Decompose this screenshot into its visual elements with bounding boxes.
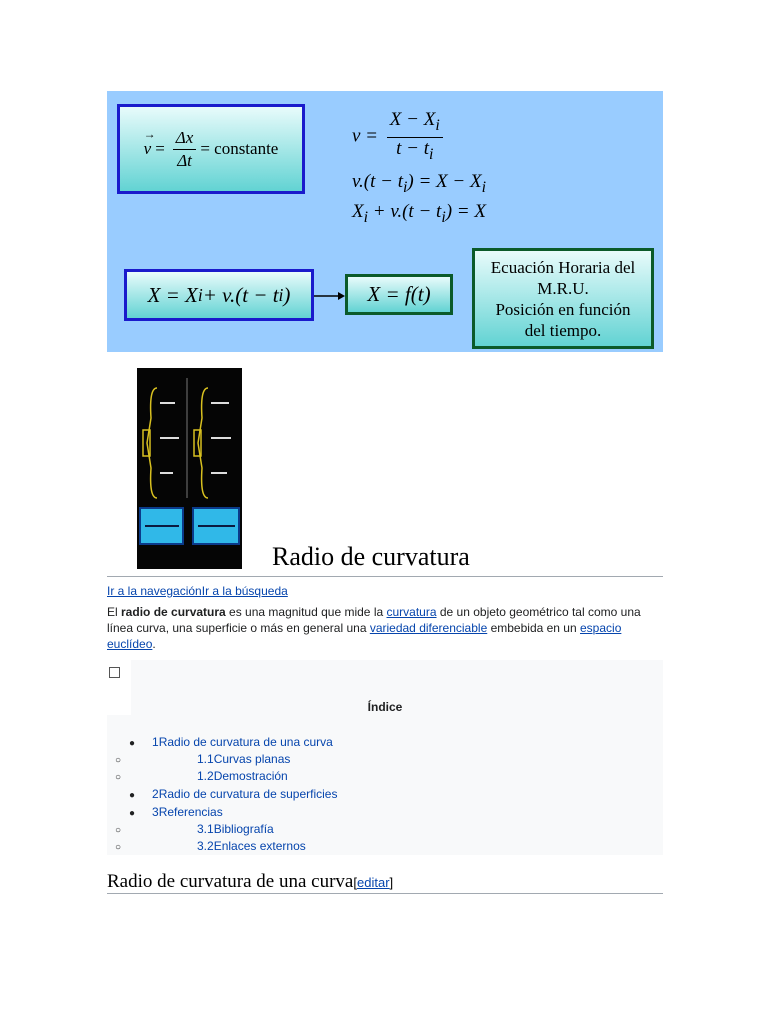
- function-of-time-box: X = f(t): [345, 274, 453, 315]
- toc-item[interactable]: 1Radio de curvatura de una curva: [152, 735, 333, 749]
- toc-item[interactable]: 2Radio de curvatura de superficies: [152, 787, 338, 801]
- link-espacio-euclideo[interactable]: espacio euclídeo: [107, 621, 622, 651]
- bullet-circle-icon: ○: [115, 825, 122, 836]
- formula-banner-image: [107, 91, 663, 352]
- bold-term: radio de curvatura: [121, 605, 226, 619]
- table-of-contents: [107, 660, 663, 855]
- arrow-right-icon: [314, 291, 345, 301]
- constante-label: = constante: [200, 139, 279, 158]
- hourly-equation-box: Ecuación Horaria del M.R.U. Posición en función del tiempo.: [472, 248, 654, 349]
- toc-toggle-checkbox[interactable]: [109, 667, 120, 678]
- thumbnail-graphic: [137, 368, 242, 569]
- section-divider: [107, 893, 663, 894]
- edit-section-link[interactable]: editar: [357, 875, 390, 890]
- bullet-circle-icon: ○: [115, 772, 122, 783]
- toc-item[interactable]: 1.1Curvas planas: [197, 752, 291, 766]
- velocity-equation: v = $\frac{X - X_i}{t - t_i}$: [352, 109, 447, 166]
- bullet-circle-icon: ○: [115, 755, 122, 766]
- toc-item[interactable]: 1.2Demostración: [197, 769, 288, 783]
- position-equation: $X_i + v.(t - t_i) = X$: [352, 201, 486, 226]
- velocity-symbol: v: [143, 139, 152, 158]
- section-heading: Radio de curvatura de una curva[editar]: [107, 871, 394, 892]
- jump-links: [107, 584, 288, 598]
- bullet-disc-icon: ●: [129, 808, 136, 819]
- page-title: Radio de curvatura: [272, 542, 470, 571]
- bullet-circle-icon: ○: [115, 842, 122, 853]
- bullet-disc-icon: ●: [129, 790, 136, 801]
- jump-to-navigation-link[interactable]: Ir a la navegación: [107, 584, 202, 598]
- toc-item[interactable]: 3.1Bibliografía: [197, 822, 274, 836]
- position-formula-box: X = X i + v.(t − t i ): [124, 269, 314, 321]
- delta-fraction: $\frac{\Delta x}{\Delta t}$: [173, 127, 197, 172]
- intro-paragraph: El radio de curvatura es una magnitud que mide la curvatura de un objeto geométrico tal como una línea curva, una superficie o más en general una variedad diferenciable embebida en un espacio euclídeo.: [107, 605, 641, 651]
- link-variedad-diferenciable[interactable]: variedad diferenciable: [369, 621, 488, 635]
- toc-title: Índice: [367, 700, 403, 714]
- toc-item[interactable]: 3Referencias: [152, 805, 223, 819]
- link-curvatura[interactable]: curvatura: [386, 605, 437, 619]
- equations-thumbnail-image: [137, 368, 242, 569]
- toc-item[interactable]: 3.2Enlaces externos: [197, 839, 306, 853]
- velocity-constant-box: → v = $\frac{\Delta x}{\Delta t}$ = constante: [117, 104, 305, 194]
- bullet-disc-icon: ●: [129, 738, 136, 749]
- title-divider: [107, 576, 663, 577]
- jump-to-search-link[interactable]: Ir a la búsqueda: [201, 584, 288, 598]
- rearranged-equation: $v.(t - t_i) = X - X_i$: [352, 171, 486, 196]
